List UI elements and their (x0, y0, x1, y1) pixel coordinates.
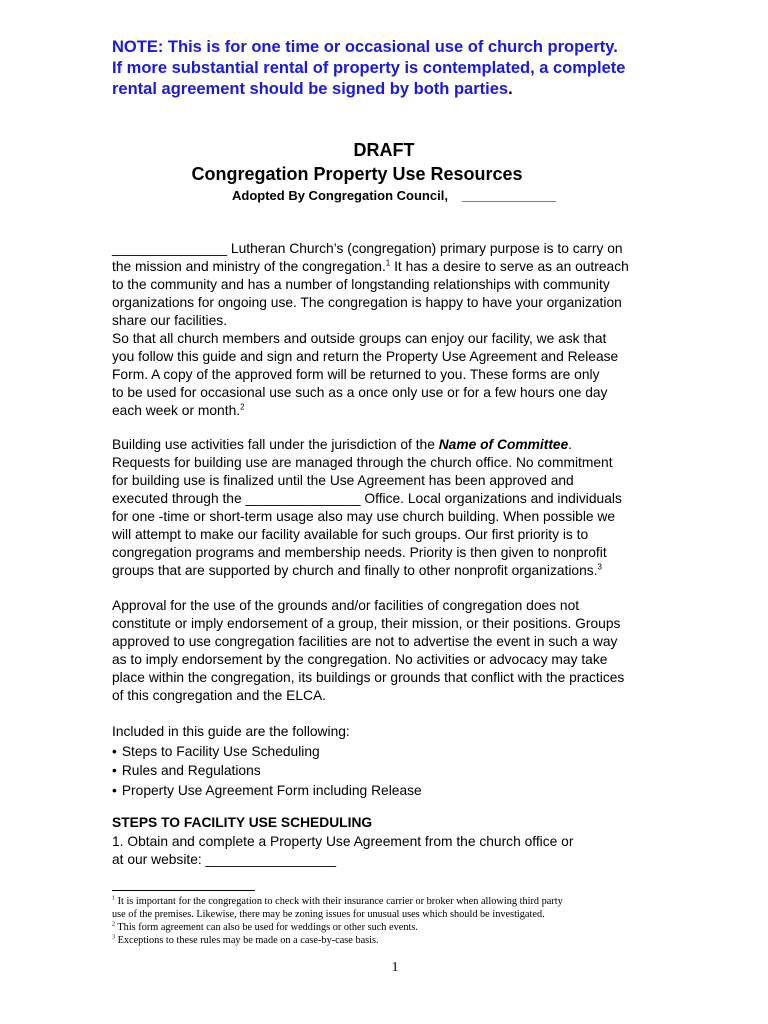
document-title: Congregation Property Use Resources (191, 164, 523, 184)
adopted-text: Adopted By Congregation Council, (232, 188, 448, 203)
jurisdiction-text: Building use activities fall under the jurisdiction of the (112, 437, 439, 452)
included-list (112, 722, 682, 800)
intro-line (112, 402, 682, 420)
intro-line: to be used for occasional use such as a once only use or for a few hours one day (112, 385, 608, 400)
intro-line: _______________ Lutheran Church’s (congregation) primary purpose is to carry on (112, 241, 623, 256)
approval-line: Approval for the use of the grounds and/or facilities of congregation does not (112, 598, 580, 613)
intro-line-text: each week or month. (112, 403, 241, 418)
jurisdiction-line: congregation programs and membership needs. Priority is then given to nonprofit (112, 545, 607, 560)
approval-line: as to imply endorsement by the congregation. No activities or advocacy may take (112, 652, 608, 667)
step-item: at our website: _________________ (112, 852, 337, 867)
jurisdiction-line (112, 562, 682, 580)
note-period: . (508, 80, 513, 98)
jurisdiction-line: for building use is finalized until the Use Agreement has been approved and (112, 473, 574, 488)
footnote-ref-3[interactable]: 3 (597, 562, 602, 572)
approval-line: constitute or imply endorsement of a group, their mission, or their positions. Groups (112, 616, 621, 631)
footnote-3 (112, 934, 672, 947)
intro-line-text: the mission and ministry of the congregation. (112, 259, 386, 274)
footnote-text: It is important for the congregation to check with their insurance carrier or broker when allowing third party (115, 896, 563, 907)
approval-line: place within the congregation, its buildings or grounds that conflict with the practices (112, 670, 625, 685)
footnote-number: 1 (112, 895, 115, 902)
intro-line: to the community and has a number of longstanding relationships with community (112, 277, 610, 292)
footnote-ref-2[interactable]: 2 (240, 402, 245, 412)
intro-line: So that all church members and outside groups can enjoy our facility, we ask that (112, 331, 607, 346)
footnote-1 (112, 895, 672, 908)
adopted-date-blank: _____________ (461, 188, 556, 203)
footnote-number: 3 (112, 934, 115, 941)
intro-line: share our facilities. (112, 313, 228, 328)
step-item: 1. Obtain and complete a Property Use Agreement from the church office or (112, 834, 574, 849)
included-heading: Included in this guide are the following: (112, 724, 350, 739)
footnote-text: Exceptions to these rules may be made on a case-by-case basis. (115, 935, 379, 946)
footnote-divider (112, 890, 255, 891)
steps-heading: STEPS TO FACILITY USE SCHEDULING (112, 815, 373, 830)
adopted-line (232, 188, 556, 203)
intro-line (112, 258, 682, 276)
intro-line-text: It has a desire to serve as an outreach (390, 259, 629, 274)
draft-label: DRAFT (353, 140, 415, 160)
list-item: • Property Use Agreement Form including Release (112, 781, 682, 801)
list-item: • Rules and Regulations (112, 761, 682, 781)
jurisdiction-line: will attempt to make our facility available for such groups. Our first priority is to (112, 527, 589, 542)
jurisdiction-line (112, 436, 682, 454)
committee-name: Name of Committee (438, 437, 569, 452)
intro-paragraph (112, 240, 682, 420)
jurisdiction-line: executed through the _______________ Office. Local organizations and individuals (112, 491, 622, 506)
footnote-ref-1[interactable]: 1 (385, 258, 391, 268)
approval-line: of this congregation and the ELCA. (112, 688, 326, 703)
note-line-1: NOTE: This is for one time or occasional use of church property. (112, 38, 618, 56)
jurisdiction-line: Requests for building use are managed through the church office. No commitment (112, 455, 613, 470)
steps-list (112, 833, 682, 869)
jurisdiction-text: groups that are supported by church and finally to other nonprofit organizations. (112, 563, 598, 578)
intro-line: organizations for ongoing use. The congregation is happy to have your organization (112, 295, 622, 310)
intro-line: Form. A copy of the approved form will be returned to you. These forms are only (112, 367, 600, 382)
jurisdiction-text: . (568, 437, 573, 452)
page-number: 1 (391, 960, 399, 975)
jurisdiction-line: for one -time or short-term usage also may use church building. When possible we (112, 509, 616, 524)
footnotes (112, 895, 672, 947)
footnote-1-cont: use of the premises. Likewise, there may be zoning issues for unusual uses which should be investigated. (112, 909, 545, 920)
footnote-2 (112, 921, 672, 934)
intro-line: you follow this guide and sign and return the Property Use Agreement and Release (112, 349, 619, 364)
footnote-text: This form agreement can also be used for weddings or other such events. (115, 922, 418, 933)
list-item: • Steps to Facility Use Scheduling (112, 742, 682, 762)
note-line-3 (112, 79, 712, 100)
approval-paragraph (112, 597, 682, 705)
note-line-3-text: rental agreement should be signed by both parties (112, 80, 509, 98)
usage-note (112, 37, 712, 100)
jurisdiction-paragraph (112, 436, 682, 580)
approval-line: approved to use congregation facilities are not to advertise the event in such a way (112, 634, 618, 649)
note-line-2: If more substantial rental of property is contemplated, a complete (112, 59, 626, 77)
footnote-number: 2 (112, 921, 115, 928)
